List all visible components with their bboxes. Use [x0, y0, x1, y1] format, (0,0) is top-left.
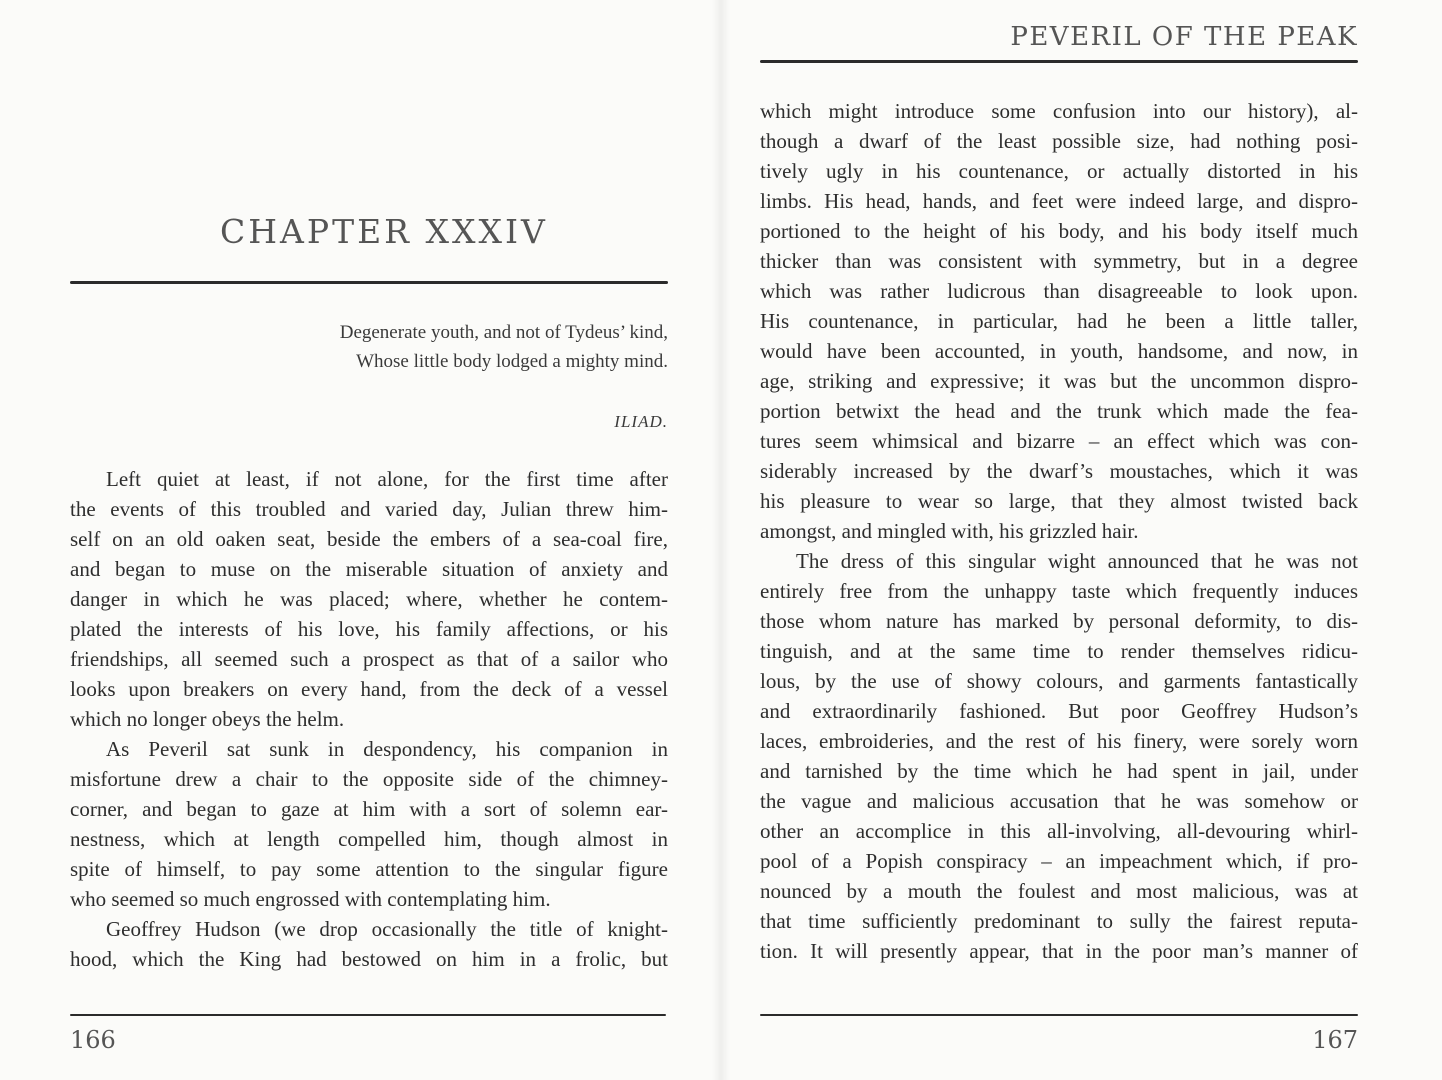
- text-line: self on an old oaken seat, beside the embers of a sea-coal fire,: [70, 527, 668, 551]
- text-line: Geoffrey Hudson (we drop occasionally the title of knight-: [106, 917, 668, 941]
- footer-rule: [760, 1014, 1358, 1016]
- running-head: PEVERIL OF THE PEAK: [1010, 22, 1358, 52]
- footer-rule: [70, 1014, 666, 1016]
- text-line: As Peveril sat sunk in despondency, his companion in: [106, 737, 668, 761]
- text-line: pool of a Popish conspiracy – an impeachment which, if pro-: [760, 849, 1358, 873]
- text-line: lous, by the use of showy colours, and garments fantastically: [760, 669, 1358, 693]
- body-text: [70, 464, 668, 974]
- text-line: amongst, and mingled with, his grizzled hair.: [760, 519, 1139, 543]
- text-line: spite of himself, to pay some attention to the singular figure: [70, 857, 668, 881]
- text-line: tinguish, and at the same time to render themselves ridicu-: [760, 639, 1358, 663]
- text-line: plated the interests of his love, his family affections, or his: [70, 617, 668, 641]
- text-line: entirely free from the unhappy taste which frequently induces: [760, 579, 1358, 603]
- text-line: and tarnished by the time which he had spent in jail, under: [760, 759, 1358, 783]
- text-line: nounced by a mouth the foulest and most malicious, was at: [760, 879, 1358, 903]
- epigraph: [340, 318, 668, 376]
- chapter-title: CHAPTER XXXIV: [220, 212, 548, 251]
- text-line: misfortune drew a chair to the opposite side of the chimney-: [70, 767, 668, 791]
- epigraph-source: ILIAD.: [614, 412, 668, 431]
- text-line: which no longer obeys the helm.: [70, 707, 345, 731]
- text-line: nestness, which at length compelled him, though almost in: [70, 827, 668, 851]
- text-line: though a dwarf of the least possible size, had nothing posi-: [760, 129, 1358, 153]
- text-line: who seemed so much engrossed with contemplating him.: [70, 887, 551, 911]
- text-line: The dress of this singular wight announced that he was not: [796, 549, 1358, 573]
- text-line: which might introduce some confusion into our history), al-: [760, 99, 1358, 123]
- text-line: the vague and malicious accusation that he was somehow or: [760, 789, 1358, 813]
- text-line: corner, and began to gaze at him with a sort of solemn ear-: [70, 797, 668, 821]
- text-line: limbs. His head, hands, and feet were indeed large, and dispro-: [760, 189, 1358, 213]
- chapter-rule: [70, 281, 668, 284]
- text-line: danger in which he was placed; where, whether he contem-: [70, 587, 668, 611]
- left-page: [70, 0, 668, 1080]
- text-line: other an accomplice in this all-involving, all-devouring whirl-: [760, 819, 1358, 843]
- text-line: siderably increased by the dwarf’s moustaches, which it was: [760, 459, 1358, 483]
- text-line: those whom nature has marked by personal deformity, to dis-: [760, 609, 1358, 633]
- book-gutter: [712, 0, 730, 1080]
- text-line: tively ugly in his countenance, or actually distorted in his: [760, 159, 1358, 183]
- page-number: 167: [1312, 1026, 1358, 1054]
- text-line: the events of this troubled and varied day, Julian threw him-: [70, 497, 668, 521]
- text-line: friendships, all seemed such a prospect as that of a sailor who: [70, 647, 668, 671]
- text-line: which was rather ludicrous than disagreeable to look upon.: [760, 279, 1358, 303]
- right-page: [760, 0, 1358, 1080]
- text-line: tion. It will presently appear, that in the poor man’s manner of: [760, 939, 1358, 963]
- text-line: portion betwixt the head and the trunk which made the fea-: [760, 399, 1358, 423]
- body-text: [760, 96, 1358, 966]
- text-line: tures seem whimsical and bizarre – an effect which was con-: [760, 429, 1358, 453]
- text-line: would have been accounted, in youth, handsome, and now, in: [760, 339, 1358, 363]
- page-number: 166: [70, 1026, 116, 1054]
- text-line: thicker than was consistent with symmetry, but in a degree: [760, 249, 1358, 273]
- text-line: looks upon breakers on every hand, from the deck of a vessel: [70, 677, 668, 701]
- text-line: and began to muse on the miserable situation of anxiety and: [70, 557, 668, 581]
- text-line: that time sufficiently predominant to sully the fairest reputa-: [760, 909, 1358, 933]
- text-line: His countenance, in particular, had he been a little taller,: [760, 309, 1358, 333]
- epigraph-line: Degenerate youth, and not of Tydeus’ kind,: [339, 322, 668, 343]
- text-line: laces, embroideries, and the rest of his finery, were sorely worn: [760, 729, 1358, 753]
- text-line: and extraordinarily fashioned. But poor Geoffrey Hudson’s: [760, 699, 1358, 723]
- text-line: his pleasure to wear so large, that they almost twisted back: [760, 489, 1358, 513]
- text-line: portioned to the height of his body, and his body itself much: [760, 219, 1358, 243]
- header-rule: [760, 60, 1358, 63]
- text-line: Left quiet at least, if not alone, for the first time after: [106, 467, 668, 491]
- text-line: hood, which the King had bestowed on him in a frolic, but: [70, 947, 668, 971]
- text-line: age, striking and expressive; it was but the uncommon dispro-: [760, 369, 1358, 393]
- epigraph-line: Whose little body lodged a mighty mind.: [356, 351, 668, 372]
